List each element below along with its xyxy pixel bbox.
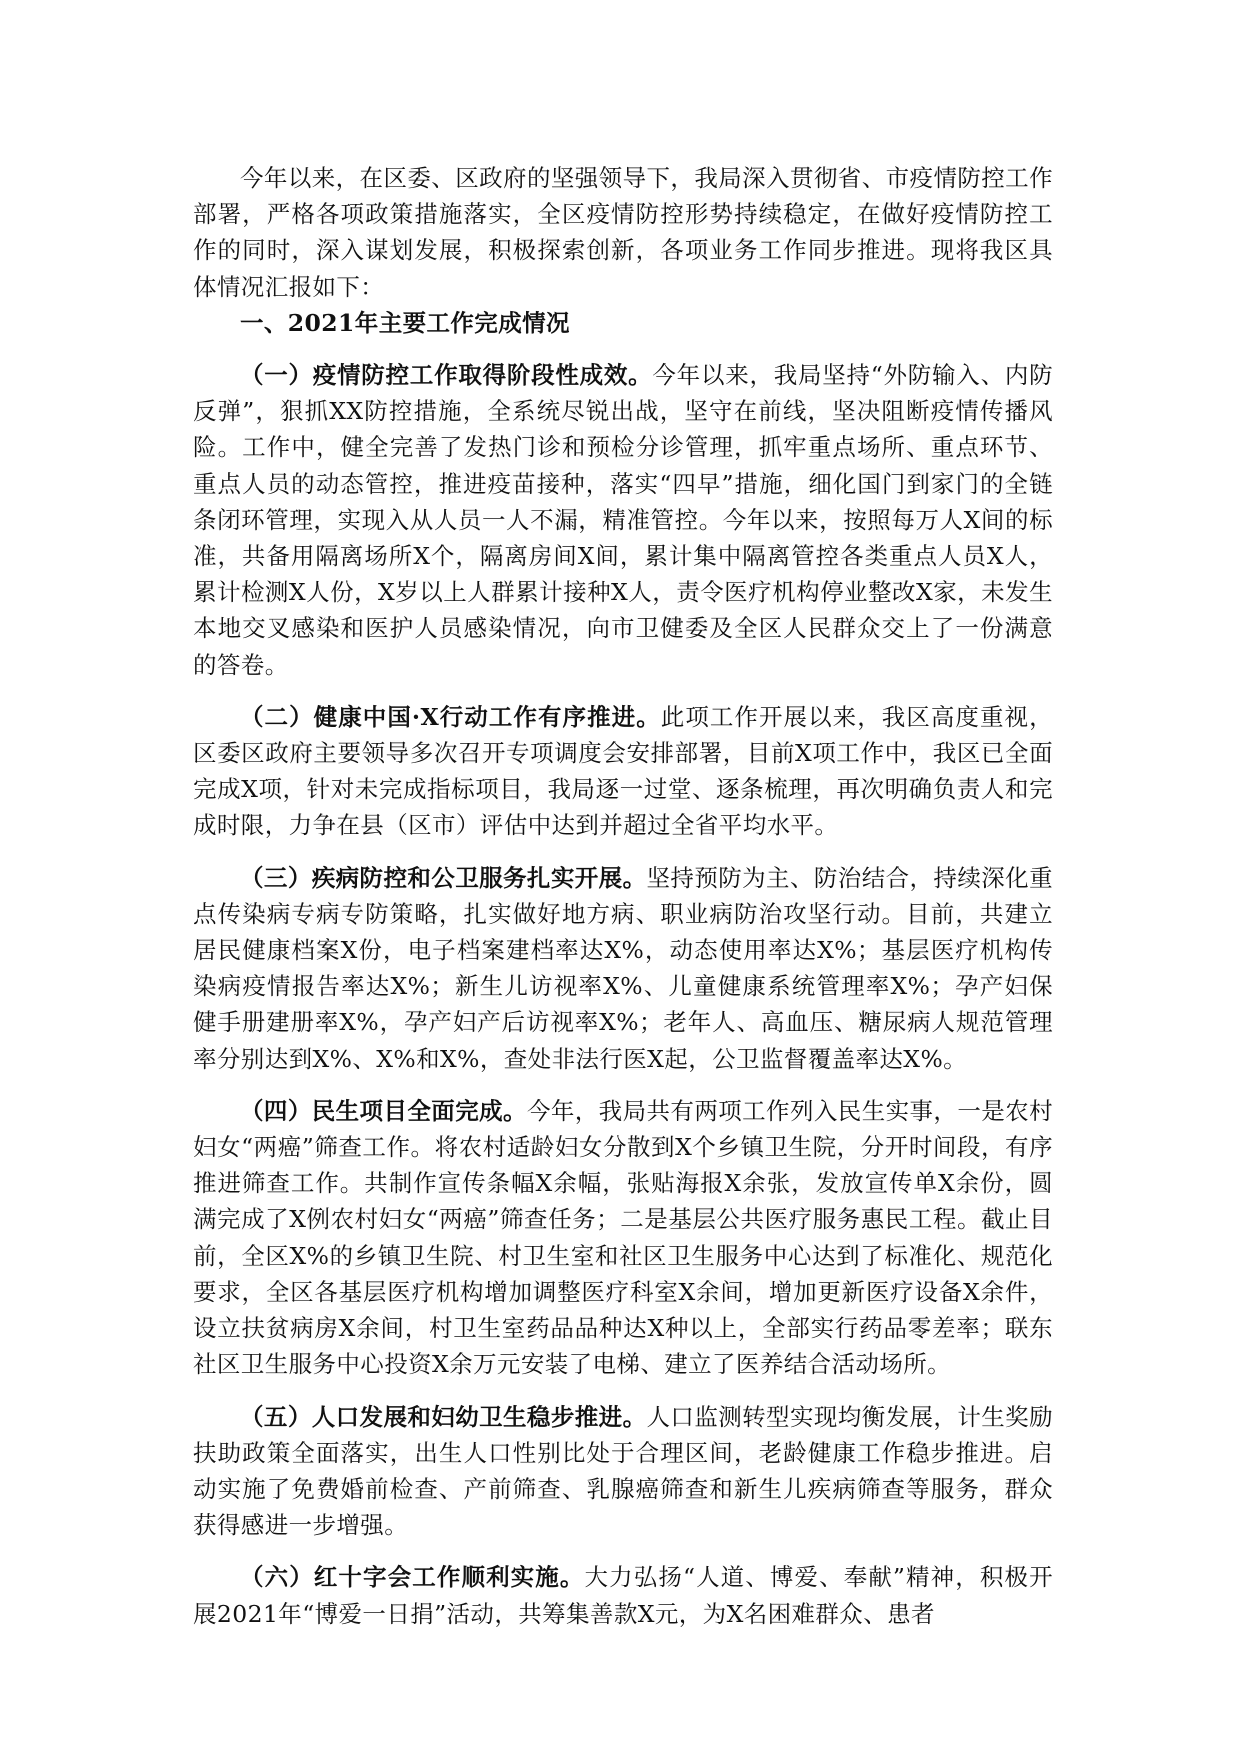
item-paragraph-1 (193, 357, 1053, 683)
intro-paragraph: 今年以来，在区委、区政府的坚强领导下，我局深入贯彻省、市疫情防控工作部署，严格各项政策措施落实，全区疫情防控形势持续稳定，在做好疫情防控工作的同时，深入谋划发展，积极探索创新，各项业务工作同步推进。现将我区具体情况汇报如下： (193, 164, 1053, 301)
document-page (193, 160, 1053, 1632)
item-body-2: 此项工作开展以来，我区高度重视，区委区政府主要领导多次召开专项调度会安排部署，目前X项工作中，我区已全面完成X项，针对未完成指标项目，我局逐一过堂、逐条梳理，再次明确负责人和完成时限，力争在县（区市）评估中达到并超过全省平均水平。 (193, 702, 1053, 840)
item-lead-4: （四）民生项目全面完成。 (240, 1096, 527, 1125)
item-body-4: 今年，我局共有两项工作列入民生实事，一是农村妇女“两癌”筛查工作。将农村适龄妇女分散到X个乡镇卫生院，分开时间段，有序推进筛查工作。共制作宣传条幅X余幅，张贴海报X余张，发放宣传单X余份，圆满完成了X例农村妇女“两癌”筛查任务；二是基层公共医疗服务惠民工程。截止目前，全区X%的乡镇卫生院、村卫生室和社区卫生服务中心达到了标准化、规范化要求，全区各基层医疗机构增加调整医疗科室X余间，增加更新医疗设备X余件，设立扶贫病房X余间，村卫生室药品品种达X种以上，全部实行药品零差率；联东社区卫生服务中心投资X余万元安装了电梯、建立了医养结合活动场所。 (193, 1096, 1053, 1379)
section-heading: 一、2021年主要工作完成情况 (240, 308, 570, 337)
item-lead-3: （三）疾病防控和公卫服务扎实开展。 (240, 863, 647, 892)
item-lead-6: （六）红十字会工作顺利实施。 (240, 1563, 585, 1592)
item-body-5: 人口监测转型实现均衡发展，计生奖励扶助政策全面落实，出生人口性别比处于合理区间，老龄健康工作稳步推进。启动实施了免费婚前检查、产前筛查、乳腺癌筛查和新生儿疾病筛查等服务，群众获得感进一步增强。 (193, 1402, 1053, 1540)
item-paragraph-5 (193, 1399, 1053, 1544)
item-lead-1: （一）疫情防控工作取得阶段性成效。 (240, 361, 653, 390)
item-body-6: 大力弘扬“人道、博爱、奉献”精神，积极开展2021年“博爱一日捐”活动，共筹集善款X元，为X名困难群众、患者 (193, 1563, 1053, 1628)
item-paragraph-2 (193, 699, 1053, 844)
item-lead-5: （五）人口发展和妇幼卫生稳步推进。 (240, 1402, 647, 1431)
item-paragraph-4 (193, 1093, 1053, 1383)
item-paragraph-6 (193, 1559, 1053, 1631)
item-lead-2: （二）健康中国·X行动工作有序推进。 (240, 702, 661, 731)
item-paragraph-3 (193, 860, 1053, 1077)
item-body-1: 今年以来，我局坚持“外防输入、内防反弹”，狠抓XX防控措施，全系统尽锐出战，坚守在前线，坚决阻断疫情传播风险。工作中，健全完善了发热门诊和预检分诊管理，抓牢重点场所、重点环节、重点人员的动态管控，推进疫苗接种，落实“四早”措施，细化国门到家门的全链条闭环管理，实现入从人员一人不漏，精准管控。今年以来，按照每万人X间的标准，共备用隔离场所X个，隔离房间X间，累计集中隔离管控各类重点人员X人，累计检测X人份，X岁以上人群累计接种X人，责令医疗机构停业整改X家，未发生本地交叉感染和医护人员感染情况，向市卫健委及全区人民群众交上了一份满意的答卷。 (193, 361, 1053, 679)
item-body-3: 坚持预防为主、防治结合，持续深化重点传染病专病专防策略，扎实做好地方病、职业病防治攻坚行动。目前，共建立居民健康档案X份，电子档案建档率达X%，动态使用率达X%；基层医疗机构传染病疫情报告率达X%；新生儿访视率X%、儿童健康系统管理率X%；孕产妇保健手册建册率X%，孕产妇产后访视率X%；老年人、高血压、糖尿病人规范管理率分别达到X%、X%和X%，查处非法行医X起，公卫监督覆盖率达X%。 (193, 863, 1053, 1073)
